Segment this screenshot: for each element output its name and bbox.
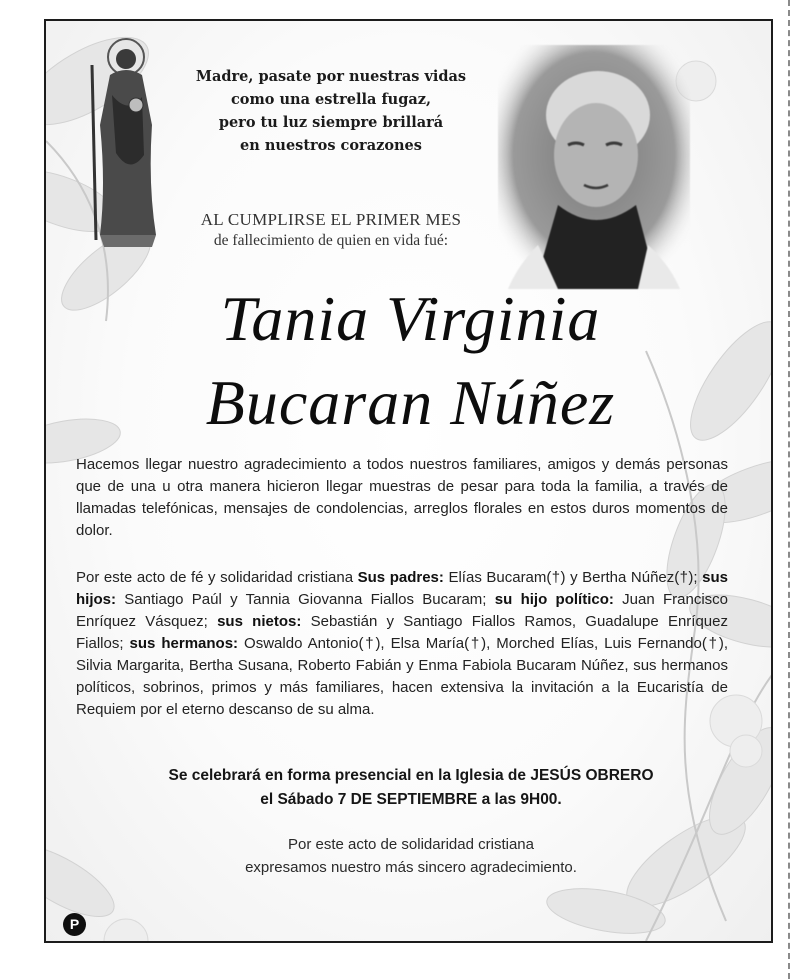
obituary-card bbox=[44, 19, 773, 943]
occasion-heading bbox=[166, 209, 496, 251]
parents-names: Elías Bucaram(†) y Bertha Núñez(†); bbox=[448, 569, 698, 586]
family-intro: Por este acto de fé y solidaridad cristiana bbox=[76, 569, 354, 586]
verse-line: como una estrella fugaz, bbox=[230, 91, 432, 108]
deceased-portrait bbox=[498, 45, 690, 289]
closing-line-2: expresamos nuestro más sincero agradecimiento. bbox=[245, 859, 577, 876]
grandchildren-label: sus nietos: bbox=[217, 613, 302, 630]
saint-figure-icon bbox=[82, 35, 168, 249]
occasion-line-2: de fallecimiento de quien en vida fué: bbox=[213, 232, 449, 249]
verse-line: Madre, pasate por nuestras vidas bbox=[195, 68, 467, 85]
mass-announcement bbox=[66, 764, 756, 812]
deceased-name-last: Bucaran Núñez bbox=[205, 367, 616, 438]
family-paragraph bbox=[76, 567, 728, 721]
publisher-p-badge-icon: P bbox=[63, 913, 86, 936]
son-in-law-label: su hijo político: bbox=[494, 591, 614, 608]
closing-thanks bbox=[66, 833, 756, 879]
parents-label: Sus padres: bbox=[357, 569, 444, 586]
memorial-verse bbox=[176, 65, 486, 157]
siblings-names: Oswaldo Antonio(†), Elsa María(†), Morched Elías, Luis Fernando(†), Silvia Margarita, Bertha Susana, Roberto Fabián y Enma Fabiola Bucaram Núñez, sus hermanos políticos, sobrinos, primos y más familiares, hacen extensiva la invitación a la Eucaristía de Requiem por el eterno descanso de su alma. bbox=[76, 635, 729, 718]
gratitude-paragraph: Hacemos llegar nuestro agradecimiento a todos nuestros familiares, amigos y demás personas que de una u otra manera hicieron llegar muestras de pesar para toda la familia, a través de llamadas telefónicas, mensajes de condolencias, arreglos florales en estos duros momentos de dolor. bbox=[76, 456, 728, 539]
siblings-label: sus hermanos: bbox=[129, 635, 239, 652]
verse-line: pero tu luz siempre brillará bbox=[218, 114, 444, 131]
page-edge-divider bbox=[788, 0, 795, 979]
children-label: sus hijos: bbox=[76, 569, 728, 608]
event-line-2: el Sábado 7 DE SEPTIEMBRE a las 9H00. bbox=[260, 791, 562, 808]
children-names: Santiago Paúl y Tannia Giovanna Fiallos Bucaram; bbox=[124, 591, 487, 608]
closing-line-1: Por este acto de solidaridad cristiana bbox=[288, 836, 534, 853]
grandchildren-names: Sebastián y Santiago Fiallos Ramos, Guadalupe Enríquez Fiallos; bbox=[76, 613, 728, 652]
event-line-1: Se celebrará en forma presencial en la Iglesia de JESÚS OBRERO bbox=[168, 767, 654, 784]
verse-line: en nuestros corazones bbox=[240, 137, 422, 154]
occasion-line-1: AL CUMPLIRSE EL PRIMER MES bbox=[200, 210, 462, 229]
deceased-name-first: Tania Virginia bbox=[220, 283, 601, 354]
son-in-law-name: Juan Francisco Enríquez Vásquez; bbox=[76, 591, 728, 630]
